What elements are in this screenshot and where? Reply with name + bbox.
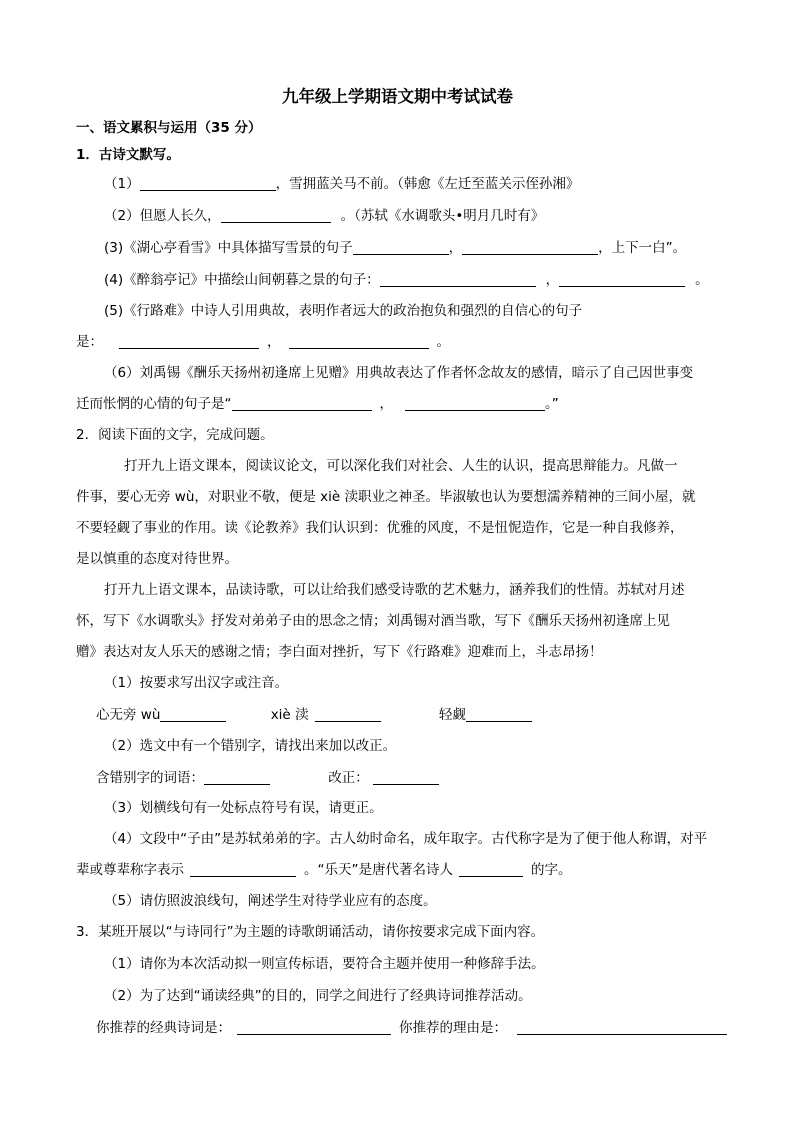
passage-paragraph-1-line-3: 不要轻觑了事业的作用。读《论教养》我们认识到：优雅的风度，不是忸怩造作，它是一种自我修养， <box>76 520 684 536</box>
item-text: ， <box>545 272 560 288</box>
q1-item-6-line-1: （6）刘禹锡《酬乐天扬州初逢席上见赠》用典故表达了作者怀念故友的感情，暗示了自己因世事变 <box>104 365 694 381</box>
answer-blank[interactable] <box>190 862 296 877</box>
item-text: ，上下一白”。 <box>598 240 687 256</box>
item-text: 。 <box>436 334 450 350</box>
item-text: ， <box>267 334 281 350</box>
page-title: 九年级上学期语文期中考试试卷 <box>282 87 513 106</box>
item-text: 你推荐的经典诗词是： <box>96 1020 231 1036</box>
item-text: (3)《湖心亭看雪》中具体描写雪景的句子 <box>104 240 353 256</box>
answer-blank[interactable] <box>204 770 270 785</box>
passage-paragraph-1-line-4: 是以慎重的态度对待世界。 <box>76 551 238 567</box>
answer-blank[interactable] <box>462 240 598 255</box>
answer-blank[interactable] <box>380 272 536 287</box>
question-1-heading: 1．古诗文默写。 <box>76 147 180 163</box>
q1-item-5-line-1: (5)《行路难》中诗人引用典故，表明作者远大的政治抱负和强烈的自信心的句子 <box>104 303 583 319</box>
q2-sub-2-answers <box>96 768 439 788</box>
answer-blank[interactable] <box>237 1020 391 1035</box>
answer-blank[interactable] <box>517 1020 727 1035</box>
answer-blank[interactable] <box>140 176 276 191</box>
item-text: ，雪拥蓝关马不前。（韩愈《左迁至蓝关示侄孙湘》 <box>275 176 580 192</box>
answer-blank[interactable] <box>221 208 331 223</box>
section-heading: 一、语文累积与运用（35 分） <box>76 120 262 136</box>
answer-blank[interactable] <box>160 707 226 722</box>
item-text: 是： <box>76 334 103 350</box>
item-text: 。” <box>545 396 559 412</box>
q3-sub-1: （1）请你为本次活动拟一则宣传标语，要符合主题并使用一种修辞手法。 <box>104 956 545 972</box>
answer-blank[interactable] <box>232 396 372 411</box>
answer-blank[interactable] <box>119 334 259 349</box>
item-text: 。“乐天”是唐代著名诗人 <box>304 862 453 878</box>
q2-sub-1: （1）按要求写出汉字或注音。 <box>104 675 289 691</box>
item-text: 心无旁 wù <box>96 707 161 723</box>
q2-sub-4-line-2 <box>76 860 572 880</box>
answer-blank[interactable] <box>315 707 381 722</box>
answer-blank[interactable] <box>466 707 532 722</box>
q1-item-4 <box>104 270 709 290</box>
q2-sub-2: （2）选文中有一个错别字，请找出来加以改正。 <box>104 738 397 754</box>
answer-blank[interactable] <box>353 240 449 255</box>
q3-sub-2-answers <box>96 1018 727 1038</box>
passage-paragraph-2-line-1: 打开九上语文课本，品读诗歌，可以让给我们感受诗歌的艺术魅力，涵养我们的性情。苏轼对月述 <box>104 582 685 598</box>
answer-blank[interactable] <box>373 770 439 785</box>
question-2-heading: 2．阅读下面的文字，完成问题。 <box>76 427 274 443</box>
item-text: 改正： <box>328 770 369 786</box>
answer-blank[interactable] <box>405 396 545 411</box>
item-text: 含错别字的词语： <box>96 770 204 786</box>
item-text: xiè 渎 <box>270 707 309 723</box>
passage-paragraph-1-line-1: 打开九上语文课本，阅读议论文，可以深化我们对社会、人生的认识，提高思辩能力。凡做一 <box>124 458 678 474</box>
item-text: （2）但愿人长久， <box>104 208 221 224</box>
q1-item-6-line-2 <box>76 394 559 414</box>
item-text: 。（苏轼《水调歌头•明月几时有》 <box>340 208 545 224</box>
q1-item-3 <box>104 238 686 258</box>
answer-blank[interactable] <box>289 334 429 349</box>
item-label: （1） <box>104 176 140 192</box>
q2-sub-4-line-1: （4）文段中“子由”是苏轼弟弟的字。古人幼时命名，成年取字。古代称字是为了便于他人称谓，对平 <box>104 831 708 847</box>
answer-blank[interactable] <box>559 272 685 287</box>
item-text: (4)《醉翁亭记》中描绘山间朝暮之景的句子： <box>104 272 380 288</box>
q2-sub-1-answers <box>96 705 532 725</box>
q2-sub-5: （5）请仿照波浪线句，阐述学生对待学业应有的态度。 <box>104 893 437 909</box>
question-3-heading: 3．某班开展以“与诗同行”为主题的诗歌朗诵活动，请你按要求完成下面内容。 <box>76 924 545 940</box>
item-text: 的字。 <box>531 862 572 878</box>
item-text: ， <box>448 240 463 256</box>
q1-item-1 <box>104 174 579 194</box>
item-text: 迁而怅惘的心情的句子是“ <box>76 396 232 412</box>
q2-sub-3: （3）划横线句有一处标点符号有误，请更正。 <box>104 800 383 816</box>
item-text: 你推荐的理由是： <box>399 1020 507 1036</box>
answer-blank[interactable] <box>459 862 523 877</box>
item-text: 。 <box>695 272 709 288</box>
item-text: 轻觑 <box>438 707 466 723</box>
q1-item-2 <box>104 206 544 226</box>
passage-paragraph-1-line-2: 件事，要心无旁 wù，对职业不敬，便是 xiè 渎职业之神圣。毕淑敏也认为要想濡养精神的三间小屋，就 <box>76 489 696 505</box>
q3-sub-2: （2）为了达到“诵读经典”的目的，同学之间进行了经典诗词推荐活动。 <box>104 988 532 1004</box>
passage-paragraph-2-line-3: 赠》表达对友人乐天的感谢之情；李白面对挫折，写下《行路难》迎难而上，斗志昂扬！ <box>76 644 603 660</box>
q1-item-5-line-2 <box>76 332 450 352</box>
item-text: 辈或尊辈称字表示 <box>76 862 184 878</box>
passage-paragraph-2-line-2: 怀，写下《水调歌头》抒发对弟弟子由的思念之情；刘禹锡对酒当歌，写下《酬乐天扬州初逢席上见 <box>76 613 670 629</box>
item-text: ， <box>379 396 393 412</box>
